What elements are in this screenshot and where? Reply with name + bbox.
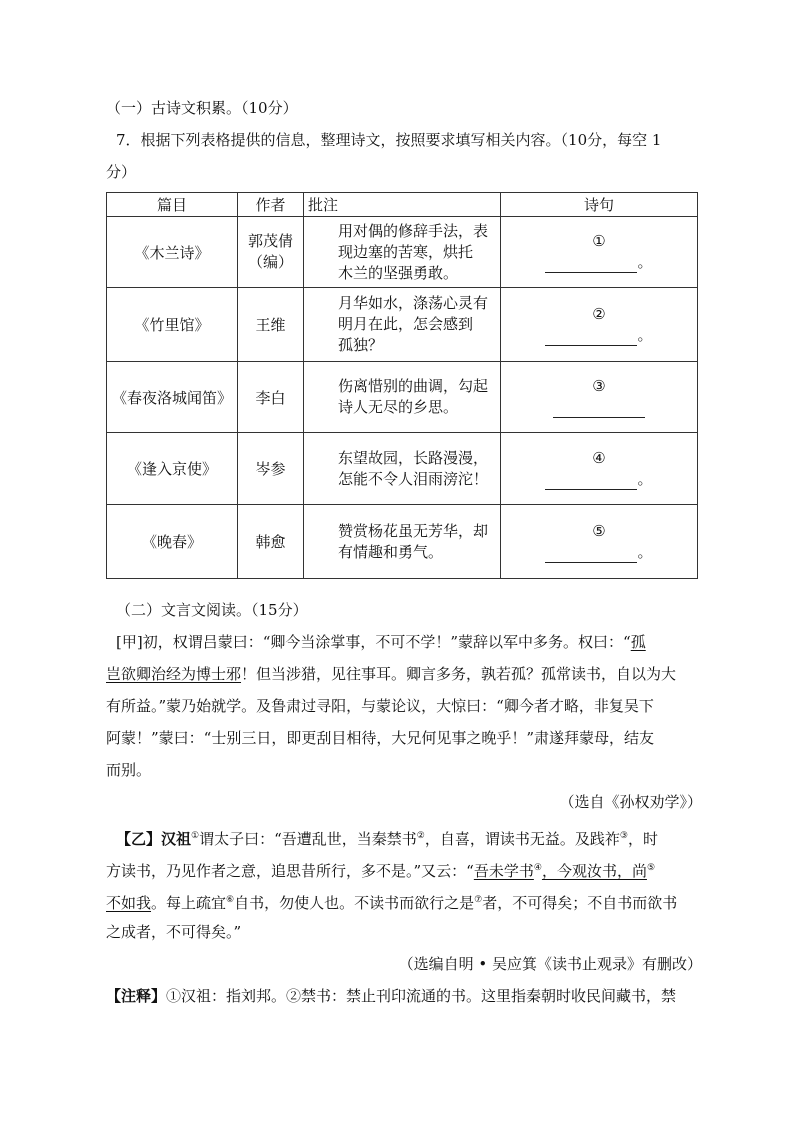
table-row xyxy=(107,288,698,362)
notes-line: 【注释】①汉祖：指刘邦。②禁书：禁止刊印流通的书。这里指秦朝时收民间藏书，禁 xyxy=(106,987,677,1005)
question-7-line2: 分） xyxy=(106,163,137,181)
poem-annotation: 月华如水，涤荡心灵有 明月在此，怎会感到 孤独？ xyxy=(304,288,501,362)
table-row xyxy=(107,433,698,505)
poem-annotation: 赞赏杨花虽无芳华，却 有情趣和勇气。 xyxy=(304,505,501,579)
poem-annotation: 东望故园，长路漫漫， 怎能不令人泪雨滂沱！ xyxy=(304,433,501,505)
poem-title: 《逢入京使》 xyxy=(107,433,238,505)
answer-blank[interactable] xyxy=(545,548,637,563)
passage-yi-line2: 方读书，乃见作者之意，追思昔所行，多不是。”又云：“吾未学书④，今观汝书，尚⑤ xyxy=(106,862,656,880)
header-verse: 诗句 xyxy=(501,193,698,217)
passage-yi-line1: 【乙】汉祖①谓太子曰：“吾遭乱世，当秦禁书②，自喜，谓读书无益。及践祚③，时 xyxy=(116,830,658,848)
poem-title: 《春夜洛城闻笛》 xyxy=(107,362,238,433)
underlined-sentence: 岂欲卿治经为博士邪 xyxy=(106,665,242,683)
table-row xyxy=(107,505,698,579)
answer-blank[interactable] xyxy=(545,331,637,346)
poem-title: 《晚春》 xyxy=(107,505,238,579)
poem-author: 王维 xyxy=(238,288,304,362)
passage-jia-line3: 有所益。”蒙乃始就学。及鲁肃过寻阳，与蒙论议，大惊曰：“卿今者才略，非复吴下 xyxy=(106,697,654,715)
passage-jia-line4: 阿蒙！”蒙曰：“士别三日，即更刮目相待，大兄何见事之晚乎！”肃遂拜蒙母，结友 xyxy=(106,729,655,747)
passage-jia-line5: 而别。 xyxy=(106,761,152,779)
question-7-line1: 7．根据下列表格提供的信息，整理诗文，按照要求填写相关内容。（10分，每空 1 xyxy=(116,131,662,149)
answer-blank[interactable] xyxy=(545,475,637,490)
poem-author: 李白 xyxy=(238,362,304,433)
poem-annotation: 伤离惜别的曲调，勾起 诗人无尽的乡思。 xyxy=(304,362,501,433)
passage-yi-line3: 不如我。每上疏宜⑥自书，勿使人也。不读书而欲行之是⑦者，不可得矣；不自书而欲书 xyxy=(106,894,678,912)
passage-yi-line4: 之成者，不可得矣。” xyxy=(106,923,242,941)
verse-blank-cell[interactable]: ② 。 xyxy=(501,288,698,362)
poem-annotation: 用对偶的修辞手法，表 现边塞的苦寒，烘托 木兰的坚强勇敢。 xyxy=(304,217,501,288)
poem-title: 《木兰诗》 xyxy=(107,217,238,288)
poem-author: 韩愈 xyxy=(238,505,304,579)
passage-yi-source: （选编自明 • 吴应箕《读书止观录》有删改） xyxy=(398,955,702,973)
table-row xyxy=(107,217,698,288)
verse-blank-cell[interactable]: ⑤ 。 xyxy=(501,505,698,579)
header-note: 批注 xyxy=(304,193,501,217)
section-title-classical: （二）文言文阅读。（15分） xyxy=(116,601,308,619)
table-header-row xyxy=(107,193,698,217)
header-author: 作者 xyxy=(238,193,304,217)
verse-blank-cell[interactable]: ① 。 xyxy=(501,217,698,288)
answer-blank[interactable] xyxy=(553,403,645,418)
section-title-poetry: （一）古诗文积累。（10分） xyxy=(106,99,298,117)
passage-jia-line2: 岂欲卿治经为博士邪！但当涉猎，见往事耳。卿言多务，孰若孤？孤常读书，自以为大 xyxy=(106,665,677,683)
answer-blank[interactable] xyxy=(545,258,637,273)
poem-title: 《竹里馆》 xyxy=(107,288,238,362)
poem-author: 郭茂倩 （编） xyxy=(238,217,304,288)
header-title: 篇目 xyxy=(107,193,238,217)
passage-jia-line1: [甲]初，权谓吕蒙曰：“卿今当涂掌事，不可不学！”蒙辞以军中多务。权曰：“孤 xyxy=(116,633,646,651)
verse-blank-cell[interactable]: ④ 。 xyxy=(501,433,698,505)
poem-table xyxy=(106,192,698,579)
poem-author: 岑参 xyxy=(238,433,304,505)
verse-blank-cell[interactable]: ③ xyxy=(501,362,698,433)
passage-jia-source: （选自《孙权劝学》） xyxy=(559,793,702,811)
table-row xyxy=(107,362,698,433)
